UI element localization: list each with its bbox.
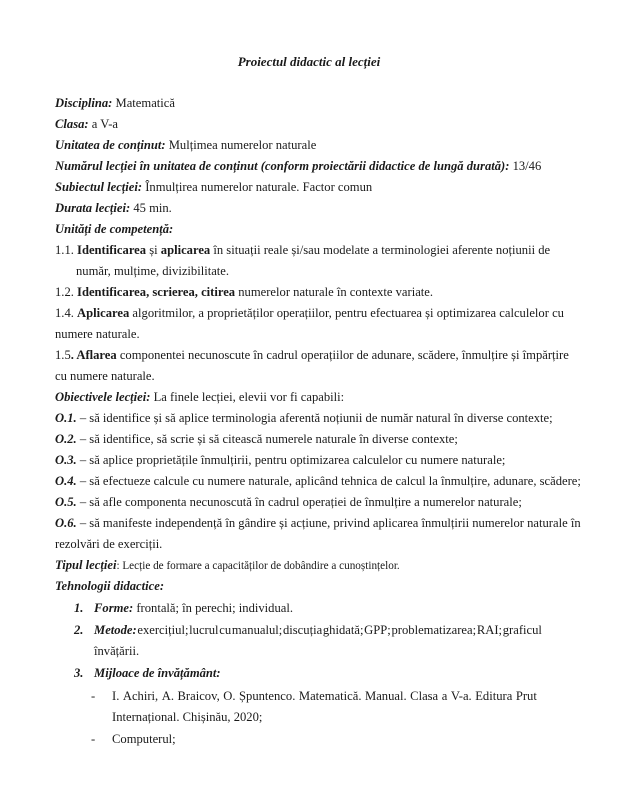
list-number: 1. [74,601,84,615]
word: RAI; [476,623,503,637]
word: A. [161,689,174,703]
field-value: Matematică [112,96,175,110]
word: discuția [282,623,323,637]
field-value: a V-a [88,117,118,131]
field-value: Înmulțirea numerelor naturale. Factor comun [142,180,373,194]
field-clasa [55,116,118,132]
field-durata [55,200,172,216]
document-title: Proiectul didactic al lecției [237,54,381,69]
tehnologie-value: frontală; în perechi; individual. [133,601,294,615]
competenta-number: 1.4. [55,306,78,320]
obiectiv-code: O.1. [55,411,77,425]
obiectiv-text: – să efectueze calcule cu numere naturale, aplicând tehnica de calcul la înmulțire, adunare, scădere; [76,474,581,488]
tipul-lectiei [55,557,400,574]
obiectiv-code: O.6. [55,516,77,530]
competenta-number: 1.1. [55,243,78,257]
field-label: Numărul lecției în unitatea de conținut (conform proiectării didactice de lungă durată): [55,159,510,173]
obiectiv-item [55,410,553,426]
word: lucrul [189,623,219,637]
obiective-intro [55,389,344,405]
word: ghidată; [322,623,364,637]
tehnologie-label: Forme: [94,601,134,615]
obiective-label: Obiectivele lecției: [55,390,151,404]
word: exercițiul; [137,623,189,637]
word: Manual. [365,689,407,703]
obiectiv-code: O.5. [55,495,77,509]
tipul-value: : Lecție de formare a capacităților de dobândire a cunoștințelor. [116,560,400,572]
competenta-continuation: număr, mulțime, divizibilitate. [76,264,230,278]
obiectiv-text: – să afle componenta necunoscută în cadrul operației de înmulțire a numerelor naturale; [76,495,522,509]
field-label: Clasa: [55,117,89,131]
field-label: Durata lecției: [55,201,131,215]
obiectiv-code: O.3. [55,453,77,467]
obiective-intro-text: La finele lecției, elevii vor fi capabili: [150,390,345,404]
field-label: Disciplina: [55,96,113,110]
word: I. [112,689,120,703]
competenta-number: 1.2. [55,285,78,299]
obiectiv-text: – să manifeste independență în gândire și acțiune, privind aplicarea înmulțirii numerelor naturale în [76,516,581,530]
resource-item: Computerul; [112,732,176,746]
word: Prut [515,689,537,703]
competenta-text: numerelor naturale în contexte variate. [235,285,434,299]
competenta-item [55,305,564,321]
obiectiv-text: – să identifice, să scrie și să citească numerele naturale în diverse contexte; [76,432,458,446]
competenta-item [55,284,433,300]
list-number: 3. [74,666,84,680]
competenta-text: în situații reale și/sau modelate a terminologiei aferente noțiunii de [210,243,551,257]
competenta-item [55,242,550,258]
obiectiv-code: O.4. [55,474,77,488]
obiectiv-item [55,431,458,447]
competenta-continuation: cu numere naturale. [55,369,155,383]
field-numarul [55,158,541,174]
field-subiectul [55,179,372,195]
word: Clasa [410,689,439,703]
competente-heading: Unități de competență: [55,222,174,236]
word: manualul; [231,623,283,637]
competenta-text: și [146,243,161,257]
competenta-continuation: numere naturale. [55,327,140,341]
obiectiv-text: – să identifice și să aplice terminologia aferentă noțiunii de număr natural în diverse contexte; [76,411,553,425]
tehnologie-item-metode [94,622,542,638]
bullet-dash: - [91,732,96,746]
tehnologie-label: Metode: [94,623,137,637]
bullet-dash: - [91,689,96,703]
word: Achiri, [122,689,159,703]
obiectiv-text: – să aplice proprietățile înmulțirii, pentru optimizarea calculelor cu numere naturale; [76,453,506,467]
competenta-item [55,347,569,363]
competenta-number: 1.5 [55,348,71,362]
field-value: 13/46 [509,159,542,173]
word: Editura [475,689,513,703]
word: Braicov, [177,689,220,703]
competenta-keyword: aplicarea [160,243,211,257]
resource-item [112,688,537,704]
word: Șpuntenco. [239,689,296,703]
competenta-keyword: Aplicarea [77,306,130,320]
obiectiv-code: O.2. [55,432,77,446]
word: graficul [502,623,542,637]
word: V-a. [450,689,472,703]
obiectiv-item [55,452,505,468]
word: cu [219,623,232,637]
word: problematizarea; [391,623,477,637]
competenta-text: componentei necunoscute în cadrul operațiilor de adunare, scădere, înmulțire și împărțire [116,348,569,362]
obiectiv-continuation: rezolvări de exerciții. [55,537,163,551]
word: Matematică. [298,689,362,703]
tehnologie-item-mijloace: Mijloace de învățământ: [94,666,221,680]
tehnologie-item-forme [94,600,293,616]
field-disciplina [55,95,175,111]
word: GPP; [364,623,391,637]
field-unitatea [55,137,316,153]
resource-continuation: Internațional. Chișinău, 2020; [112,710,263,724]
field-label: Unitatea de conținut: [55,138,166,152]
competenta-keyword: Identificarea, scrierea, citirea [77,285,236,299]
word: a [441,689,448,703]
field-value: Mulțimea numerelor naturale [165,138,317,152]
competenta-keyword: . Aflarea [70,348,117,362]
obiectiv-item [55,473,581,489]
competenta-keyword: Identificarea [77,243,147,257]
tipul-label: Tipul lecției [55,558,117,572]
tehnologii-heading: Tehnologii didactice: [55,579,165,593]
competenta-text: algoritmilor, a proprietăților operațiilor, pentru efectuarea și optimizarea calculelor cu [129,306,564,320]
obiectiv-item [55,494,522,510]
field-value: 45 min. [130,201,172,215]
obiectiv-item [55,515,581,531]
field-label: Subiectul lecției: [55,180,143,194]
tehnologie-continuation: învățării. [94,644,140,658]
list-number: 2. [74,623,84,637]
word: O. [223,689,236,703]
